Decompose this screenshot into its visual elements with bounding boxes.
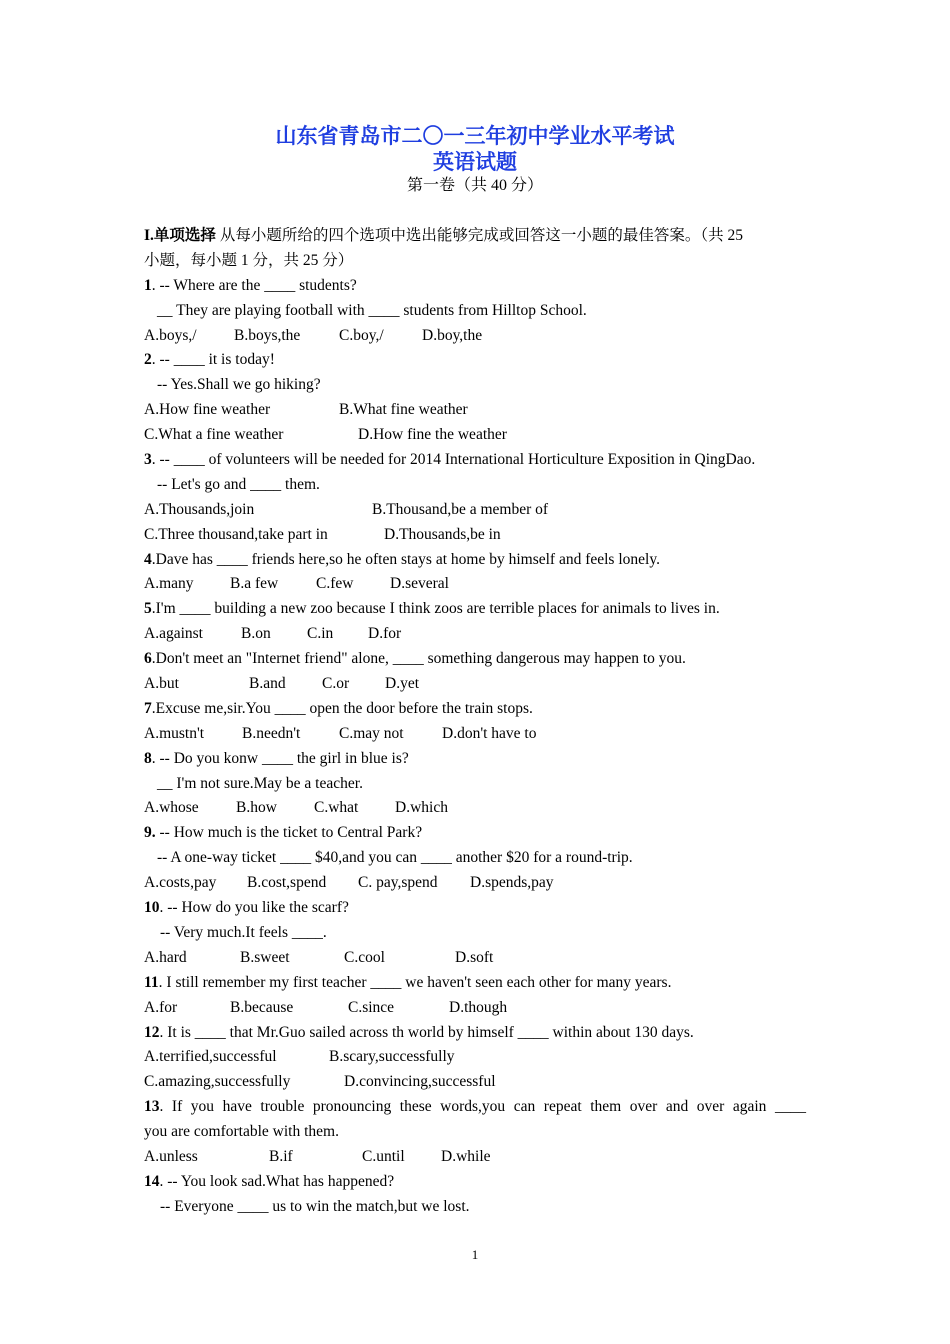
option-d: D.How fine the weather <box>358 426 507 444</box>
question-10-options <box>144 946 806 971</box>
option-c: C.amazing,successfully <box>144 1073 291 1091</box>
option-c: C.may not <box>339 724 404 742</box>
option-b: B.sweet <box>240 948 290 966</box>
option-a: A.for <box>144 998 178 1016</box>
question-5-options <box>144 622 806 647</box>
option-b: B.how <box>236 799 277 817</box>
option-d: D.which <box>395 799 448 817</box>
option-d: D.spends,pay <box>470 874 554 892</box>
option-c: C.Three thousand,take part in <box>144 525 328 543</box>
option-c: C.cool <box>344 948 385 966</box>
question-8 <box>144 747 806 772</box>
option-d: D.for <box>368 625 402 643</box>
option-d: D.soft <box>455 948 494 966</box>
question-2-options-cd <box>144 423 806 448</box>
option-d: D.several <box>390 575 449 593</box>
option-b: B.if <box>269 1147 293 1165</box>
question-10 <box>144 896 806 921</box>
question-number: 8 <box>144 749 152 767</box>
question-3-options-cd <box>144 523 806 548</box>
question-9-dialogue: -- A one-way ticket ____ $40,and you can ____ another $20 for a round-trip. <box>157 849 633 867</box>
option-b: B.on <box>241 625 271 643</box>
option-a: A.many <box>144 575 194 593</box>
question-12 <box>144 1021 806 1046</box>
question-text: . I still remember my first teacher ____ we haven't seen each other for many years. <box>158 973 672 991</box>
option-c: C.in <box>307 625 334 643</box>
question-number: 10 <box>144 899 160 917</box>
option-a: A.whose <box>144 799 199 817</box>
question-11-options <box>144 996 806 1021</box>
question-number: 6 <box>144 650 152 668</box>
option-d: D.don't have to <box>442 724 537 742</box>
question-text: -- How much is the ticket to Central Park? <box>155 824 423 842</box>
question-13 <box>144 1095 806 1120</box>
section-label: I. <box>144 227 154 244</box>
option-d: D.though <box>449 998 508 1016</box>
question-10-dialogue: -- Very much.It feels ____. <box>160 923 327 941</box>
title-line-1: 山东省青岛市二〇一三年初中学业水平考试 <box>275 124 675 148</box>
question-2-options-ab <box>144 398 806 423</box>
option-b: B.scary,successfully <box>329 1048 455 1066</box>
option-c: C.boy,/ <box>339 326 384 344</box>
question-7 <box>144 697 806 722</box>
question-1 <box>144 274 806 299</box>
page-number: 1 <box>471 1247 479 1262</box>
option-a: A.against <box>144 625 203 643</box>
question-text: .I'm ____ building a new zoo because I think zoos are terrible places for animals to lives in. <box>151 600 720 618</box>
question-3-options-ab <box>144 498 806 523</box>
question-2-dialogue: -- Yes.Shall we go hiking? <box>157 376 321 394</box>
question-number: 14 <box>144 1172 160 1190</box>
question-8-options <box>144 796 806 821</box>
option-d: D.convincing,successful <box>344 1073 496 1091</box>
option-d: D.while <box>441 1147 491 1165</box>
option-a: A.How fine weather <box>144 401 271 419</box>
question-1-dialogue: __ They are playing football with ____ students from Hilltop School. <box>157 301 587 319</box>
question-number: 11 <box>144 973 159 991</box>
option-d: D.yet <box>385 675 420 693</box>
question-text: . -- You look sad.What has happened? <box>159 1172 395 1190</box>
question-number: 1 <box>144 276 152 294</box>
section-instruction-cont: 小题，每小题 1 分，共 25 分） <box>144 251 354 269</box>
question-9 <box>144 821 806 846</box>
option-a: A.boys,/ <box>144 326 197 344</box>
option-a: A.terrified,successful <box>144 1048 277 1066</box>
option-c: C.since <box>348 998 395 1016</box>
question-11 <box>144 971 806 996</box>
option-b: B.What fine weather <box>339 401 468 419</box>
option-b: B.a few <box>230 575 279 593</box>
option-a: A.Thousands,join <box>144 500 255 518</box>
question-text: . It is ____ that Mr.Guo sailed across th world by himself ____ within about 130 days. <box>159 1023 694 1041</box>
option-b: B.needn't <box>242 724 301 742</box>
question-12-options-cd <box>144 1070 806 1095</box>
question-number: 7 <box>144 699 152 717</box>
question-text: .Don't meet an "Internet friend" alone, ____ something dangerous may happen to you. <box>151 650 686 668</box>
option-c: C.until <box>362 1147 405 1165</box>
question-text: .Excuse me,sir.You ____ open the door before the train stops. <box>151 699 533 717</box>
option-c: C.or <box>322 675 350 693</box>
option-c: C.What a fine weather <box>144 426 284 444</box>
option-a: A.but <box>144 675 179 693</box>
question-9-options <box>144 871 806 896</box>
question-8-dialogue: __ I'm not sure.May be a teacher. <box>157 774 363 792</box>
part-heading: 第一卷（共 40 分） <box>406 177 543 194</box>
question-text: . -- Do you konw ____ the girl in blue is? <box>151 749 409 767</box>
question-7-options <box>144 722 806 747</box>
question-14 <box>144 1170 806 1195</box>
option-b: B.and <box>249 675 286 693</box>
option-a: A.hard <box>144 948 187 966</box>
section-instruction: 从每小题所给的四个选项中选出能够完成或回答这一小题的最佳答案。（共 25 <box>215 227 743 244</box>
question-text: . -- ____ of volunteers will be needed for 2014 International Horticulture Exposition in QingDao. <box>151 451 756 469</box>
option-a: A.unless <box>144 1147 198 1165</box>
question-text: . -- ____ it is today! <box>151 351 275 369</box>
question-list <box>144 224 806 1220</box>
question-number: 13 <box>144 1098 160 1116</box>
question-12-options-ab <box>144 1045 806 1070</box>
question-number: 2 <box>144 351 152 369</box>
section-heading <box>144 224 806 249</box>
question-13-cont: you are comfortable with them. <box>144 1123 339 1141</box>
question-3 <box>144 448 806 473</box>
question-3-dialogue: -- Let's go and ____ them. <box>157 475 320 493</box>
option-a: A.mustn't <box>144 724 205 742</box>
option-c: C.few <box>316 575 354 593</box>
question-6-options <box>144 672 806 697</box>
question-number: 5 <box>144 600 152 618</box>
question-number: 3 <box>144 451 152 469</box>
question-14-dialogue: -- Everyone ____ us to win the match,but we lost. <box>160 1197 470 1215</box>
option-a: A.costs,pay <box>144 874 217 892</box>
title-line-2: 英语试题 <box>433 150 517 174</box>
question-1-options <box>144 324 806 349</box>
question-text: . -- Where are the ____ students? <box>151 276 357 294</box>
question-text: . If you have trouble pronouncing these words,you can repeat them over and over again ____ <box>159 1098 806 1116</box>
option-b: B.boys,the <box>234 326 301 344</box>
question-4-options <box>144 572 806 597</box>
option-b: B.cost,spend <box>247 874 327 892</box>
question-4 <box>144 548 806 573</box>
question-text: .Dave has ____ friends here,so he often stays at home by himself and feels lonely. <box>151 550 660 568</box>
question-number: 4 <box>144 550 152 568</box>
option-d: D.Thousands,be in <box>384 525 501 543</box>
question-text: . -- How do you like the scarf? <box>159 899 349 917</box>
option-c: C. pay,spend <box>358 874 438 892</box>
question-number: 12 <box>144 1023 160 1041</box>
question-2 <box>144 348 806 373</box>
option-d: D.boy,the <box>422 326 483 344</box>
question-number: 9. <box>144 824 156 842</box>
question-6 <box>144 647 806 672</box>
option-b: B.Thousand,be a member of <box>372 500 549 518</box>
option-b: B.because <box>230 998 294 1016</box>
question-5 <box>144 597 806 622</box>
question-13-options <box>144 1145 806 1170</box>
option-c: C.what <box>314 799 359 817</box>
section-name: 单项选择 <box>153 227 216 244</box>
